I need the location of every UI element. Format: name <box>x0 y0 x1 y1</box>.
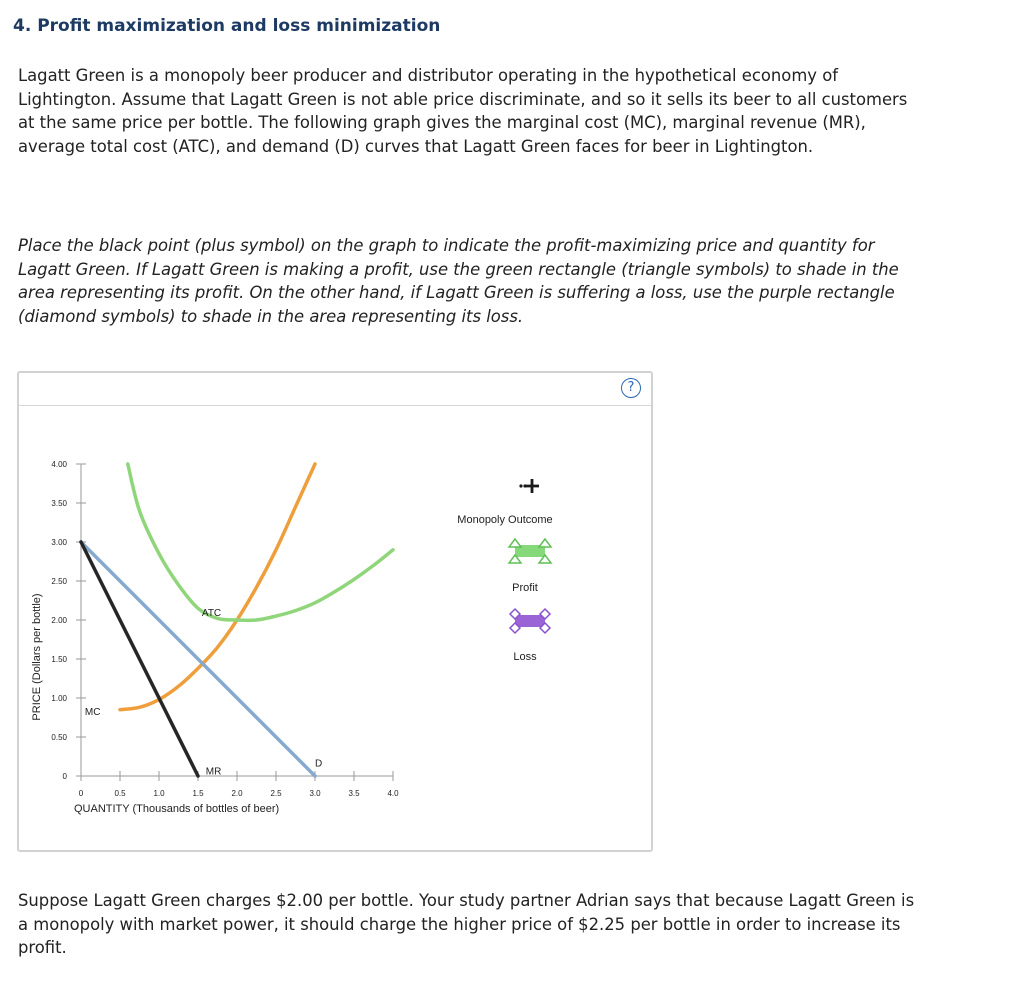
mr-label: MR <box>205 766 222 778</box>
triangle-icon <box>509 539 521 547</box>
mr-curve <box>81 542 198 776</box>
profit-label: Profit <box>512 582 538 594</box>
chart-series <box>81 464 393 777</box>
atc-curve <box>128 464 393 620</box>
y-tick-label: 1.00 <box>51 694 67 703</box>
chart-svg <box>19 373 655 854</box>
x-tick-label: 1.0 <box>153 789 165 798</box>
y-tick-label: 0 <box>62 772 67 781</box>
y-tick-label: 4.00 <box>51 460 67 469</box>
page-title: 4. Profit maximization and loss minimization <box>13 16 441 36</box>
help-icon[interactable]: ? <box>621 378 641 398</box>
y-tick-label: 3.50 <box>51 499 67 508</box>
x-tick-label: 1.5 <box>192 789 204 798</box>
y-axis-label: PRICE (Dollars per bottle) <box>31 593 43 721</box>
d-label: D <box>315 758 323 770</box>
x-tick-label: 3.0 <box>309 789 321 798</box>
x-tick-label: 4.0 <box>387 789 399 798</box>
mc-curve <box>120 464 315 710</box>
d-curve <box>81 542 315 776</box>
chart-axes <box>51 460 399 798</box>
x-tick-label: 0.5 <box>114 789 126 798</box>
y-tick-label: 2.50 <box>51 577 67 586</box>
monopoly-outcome-tool[interactable] <box>519 479 539 493</box>
intro-paragraph: Lagatt Green is a monopoly beer producer and distributor operating in the hypothetical economy of Lightington. Assume that Lagatt Green is not able price discriminate, and so it sells its beer to all customers at the same price per bottle. The following graph gives the marginal cost (MC), marginal revenue (MR), average total cost (ATC), and demand (D) curves that Lagatt Green faces for beer in Lightington. <box>18 66 908 156</box>
followup-paragraph: Suppose Lagatt Green charges $2.00 per bottle. Your study partner Adrian says that because Lagatt Green is a monopoly with market power, it should charge the higher price of $2.25 per bottle in order to increase its profit. <box>18 891 915 957</box>
mc-label: MC <box>84 707 101 719</box>
atc-label: ATC <box>201 608 222 620</box>
x-tick-label: 2.0 <box>231 789 243 798</box>
x-axis-label: QUANTITY (Thousands of bottles of beer) <box>74 803 280 815</box>
x-tick-label: 3.5 <box>348 789 360 798</box>
monopoly-outcome-label: Monopoly Outcome <box>457 514 553 526</box>
graph-panel <box>17 371 653 852</box>
plus-tool-dot <box>519 484 522 487</box>
instructions-paragraph: Place the black point (plus symbol) on the graph to indicate the profit-maximizing price and quantity for Lagatt Green. If Lagatt Green is making a profit, use the green rectangle (triangle symbols) to shade in the area representing its profit. On the other hand, if Lagatt Green is suffering a loss, use the purple rectangle (diamond symbols) to shade in the area representing its loss. <box>18 236 899 326</box>
y-tick-label: 1.50 <box>51 655 67 664</box>
y-tick-label: 3.00 <box>51 538 67 547</box>
x-tick-label: 0 <box>78 789 84 798</box>
palette <box>457 479 552 663</box>
y-tick-label: 2.00 <box>51 616 67 625</box>
plus-icon <box>525 479 539 493</box>
y-tick-label: 0.50 <box>51 733 67 742</box>
loss-tool[interactable] <box>510 609 550 633</box>
x-tick-label: 2.5 <box>270 789 282 798</box>
loss-swatch <box>515 615 545 627</box>
triangle-icon <box>539 539 551 547</box>
profit-tool[interactable] <box>509 539 551 563</box>
loss-label: Loss <box>513 651 537 663</box>
